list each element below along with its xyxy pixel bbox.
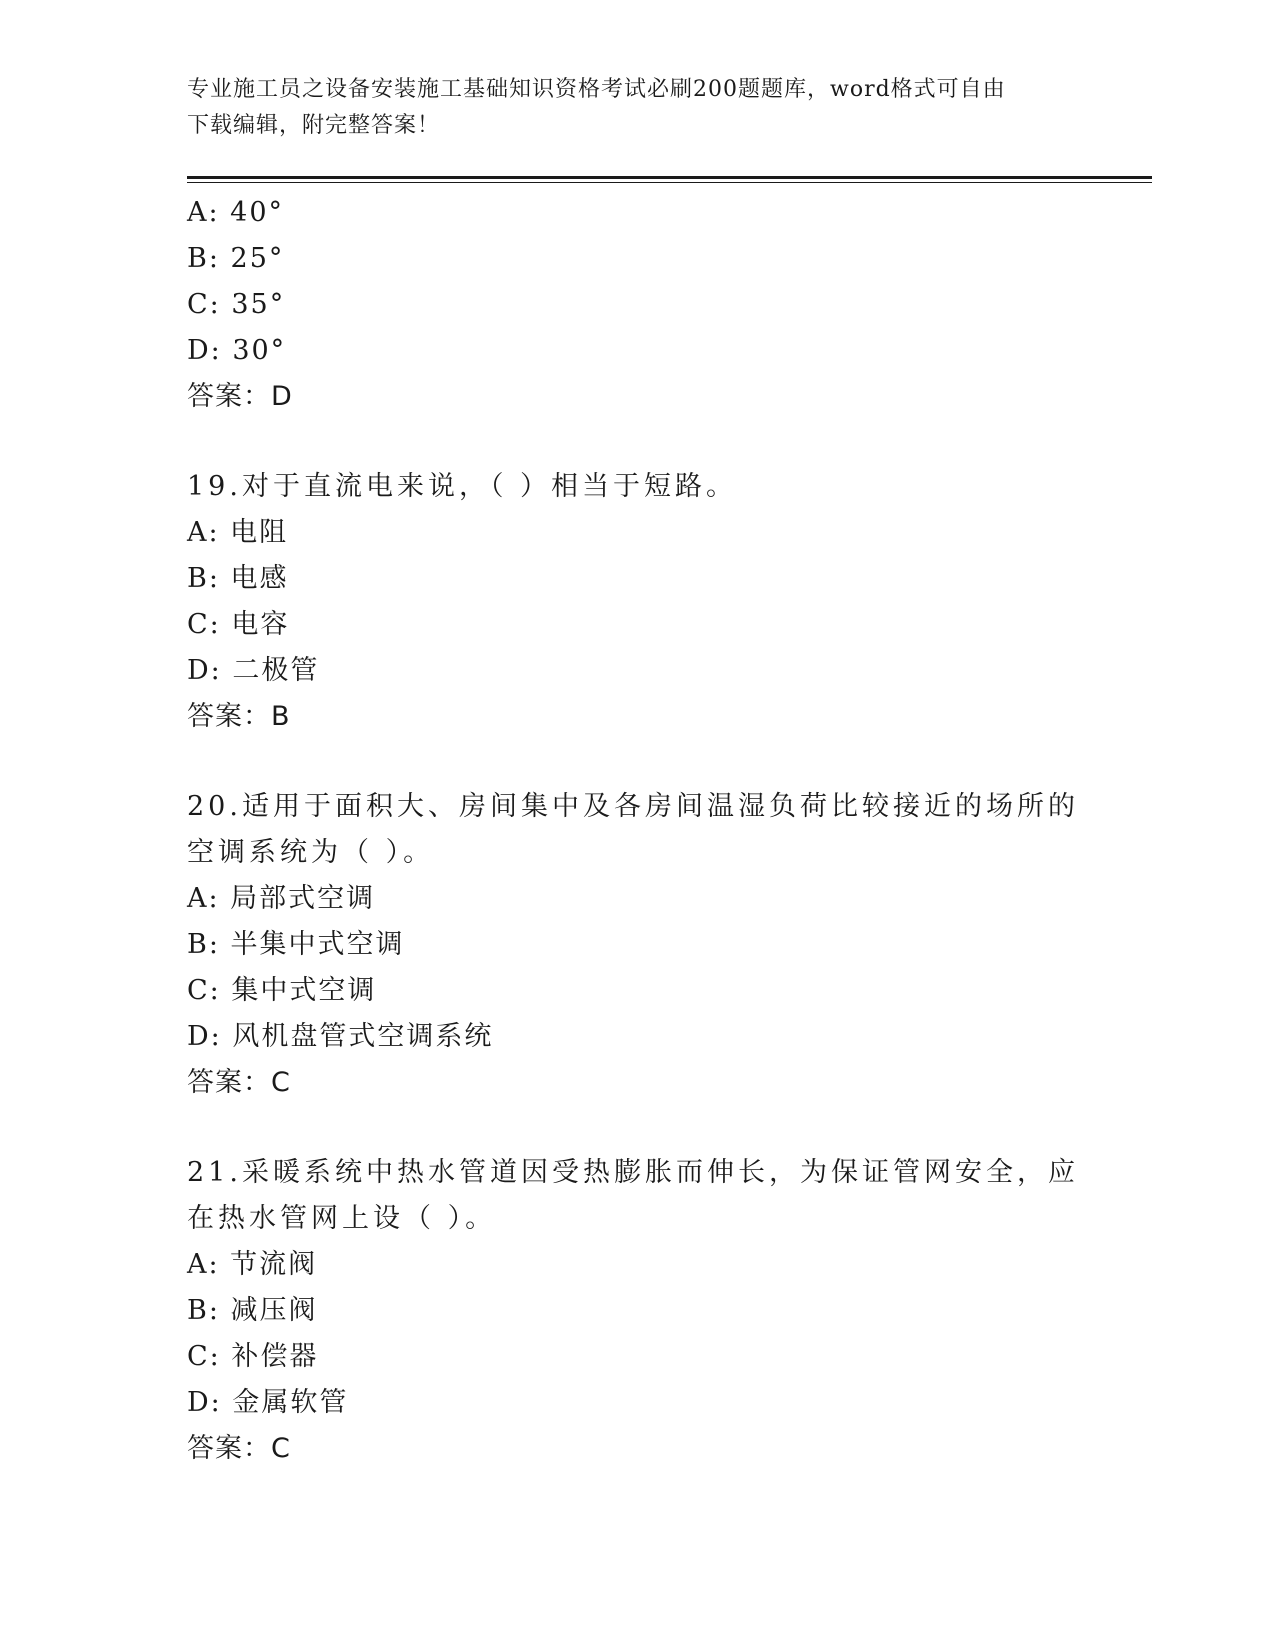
- previous-question-block: [187, 190, 1087, 420]
- option-a: A: 40°: [187, 197, 285, 228]
- option-d: D: 30°: [187, 335, 287, 366]
- question-text: 19.对于直流电来说，（ ）相当于短路。: [187, 471, 738, 502]
- option-d: D: 金属软管: [187, 1387, 349, 1418]
- question-list: [187, 190, 1087, 1472]
- option-c: C: 电容: [187, 609, 290, 640]
- header-title-line-1: 专业施工员之设备安装施工基础知识资格考试必刷200题题库，word格式可自由: [187, 77, 1006, 102]
- question-block-19: [187, 464, 1087, 740]
- option-b: B: 减压阀: [187, 1295, 318, 1326]
- header-divider-thin: [187, 182, 1152, 183]
- option-a: A: 电阻: [187, 517, 289, 548]
- option-b: B: 半集中式空调: [187, 929, 405, 960]
- question-block-20: [187, 784, 1087, 1106]
- answer-line: 答案：B: [187, 701, 291, 732]
- option-c: C: 35°: [187, 289, 286, 320]
- option-b: B: 25°: [187, 243, 285, 274]
- option-c: C: 补偿器: [187, 1341, 319, 1372]
- option-a: A: 节流阀: [187, 1249, 318, 1280]
- question-block-21: [187, 1150, 1087, 1472]
- option-d: D: 风机盘管式空调系统: [187, 1021, 494, 1052]
- question-text: 20.适用于面积大、房间集中及各房间温湿负荷比较接近的场所的空调系统为（ ）。: [187, 791, 1079, 868]
- option-d: D: 二极管: [187, 655, 320, 686]
- option-a: A: 局部式空调: [187, 883, 376, 914]
- answer-line: 答案：C: [187, 1433, 291, 1464]
- document-header: [187, 72, 1087, 144]
- answer-line: 答案：D: [187, 381, 293, 412]
- header-title-line-2: 下载编辑，附完整答案！: [187, 113, 441, 138]
- option-b: B: 电感: [187, 563, 289, 594]
- question-text: 21.采暖系统中热水管道因受热膨胀而伸长，为保证管网安全，应在热水管网上设（ ）。: [187, 1157, 1079, 1234]
- option-c: C: 集中式空调: [187, 975, 377, 1006]
- answer-line: 答案：C: [187, 1067, 291, 1098]
- header-divider-thick: [187, 176, 1152, 179]
